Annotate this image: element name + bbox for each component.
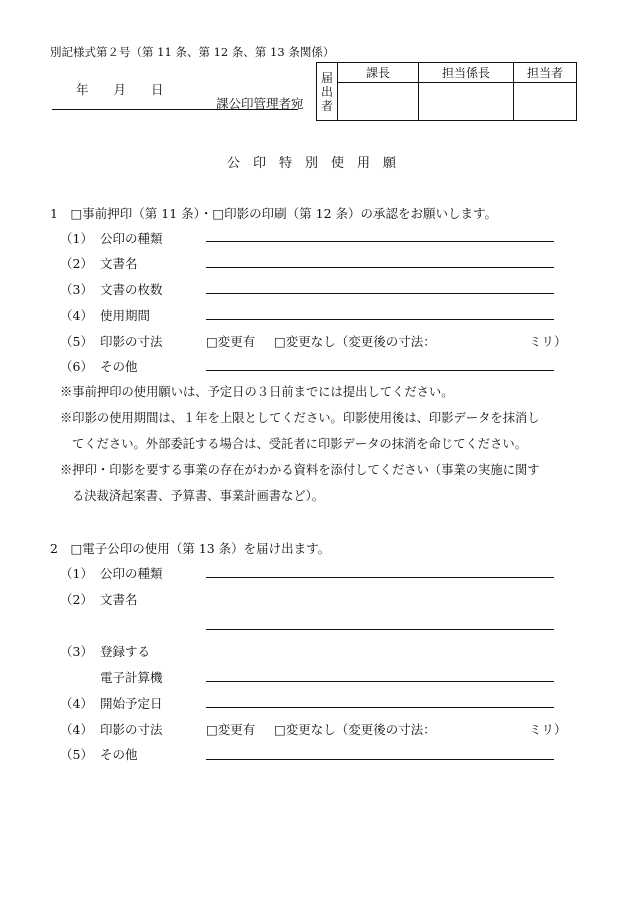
s1-size-unit: ミリ） <box>529 334 567 349</box>
s2-item-label: 文書名 <box>100 592 138 607</box>
s1-size-changed-checkbox[interactable]: □変更有 <box>206 334 256 349</box>
s1-item-label: 印影の寸法 <box>100 334 163 349</box>
s2-size-unit: ミリ） <box>529 722 567 737</box>
section1-header: 1 □事前押印（第 11 条）・□印影の印刷（第 12 条）の承認をお願いします。 <box>50 206 498 221</box>
s1-document-name-field[interactable] <box>206 267 554 268</box>
s1-item-label: 公印の種類 <box>100 231 163 246</box>
note: てください。外部委託する場合は、受託者に印影データの抹消を命じてください。 <box>72 437 527 451</box>
s2-item-num: （4） <box>60 696 93 711</box>
page-title: 公 印 特 別 使 用 願 <box>227 156 397 171</box>
s1-item-label: 使用期間 <box>100 308 151 323</box>
s2-item-label: 印影の寸法 <box>100 722 163 737</box>
note: ※印影の使用期間は、１年を上限としてください。印影使用後は、印影データを抹消し <box>60 411 540 425</box>
s2-item-label: 登録する <box>100 644 151 659</box>
applicant-label: 届 出 者 <box>317 63 338 121</box>
s1-item-num: （5） <box>60 334 93 349</box>
s2-item-label: 開始予定日 <box>100 696 163 711</box>
stamp-cell-person-in-charge[interactable] <box>514 83 577 121</box>
s1-item-num: （3） <box>60 282 93 297</box>
s1-seal-type-field[interactable] <box>206 241 554 242</box>
s2-item-num: （5） <box>60 747 93 762</box>
s1-item-num: （6） <box>60 359 93 374</box>
s2-size-changed-checkbox[interactable]: □変更有 <box>206 722 256 737</box>
s1-item-label: その他 <box>100 359 138 374</box>
stamp-cell-section-chief[interactable] <box>338 83 419 121</box>
s1-other-field[interactable] <box>206 370 554 371</box>
col-header-section-chief: 課長 <box>338 63 419 83</box>
s2-seal-type-field[interactable] <box>206 577 554 578</box>
s2-item-label: 公印の種類 <box>100 566 163 581</box>
section2-header: 2 □電子公印の使用（第 13 条）を届け出ます。 <box>50 541 331 556</box>
s2-document-name-field[interactable] <box>206 629 554 630</box>
s2-start-date-field[interactable] <box>206 707 554 708</box>
s2-item-num: （3） <box>60 644 93 659</box>
s1-item-num: （1） <box>60 231 93 246</box>
s2-item-label-line2: 電子計算機 <box>100 670 163 685</box>
note: ※押印・印影を要する事業の存在がわかる資料を添付してください（事業の実施に関す <box>60 463 540 477</box>
s2-item-label: その他 <box>100 747 138 762</box>
s2-item-num: （4） <box>60 722 93 737</box>
s2-computer-field[interactable] <box>206 681 554 682</box>
addressee: 課公印管理者宛 <box>216 96 304 111</box>
s1-item-num: （4） <box>60 308 93 323</box>
s1-size-unchanged-checkbox[interactable]: □変更なし（変更後の寸法： <box>274 334 436 349</box>
s1-item-num: （2） <box>60 256 93 271</box>
col-header-subsection-chief: 担当係長 <box>419 63 514 83</box>
stamp-cell-subsection-chief[interactable] <box>419 83 514 121</box>
s2-other-field[interactable] <box>206 759 554 760</box>
col-header-person-in-charge: 担当者 <box>514 63 577 83</box>
s1-page-count-field[interactable] <box>206 293 554 294</box>
form-id: 別記様式第２号（第 11 条、第 12 条、第 13 条関係） <box>50 45 335 59</box>
s1-usage-period-field[interactable] <box>206 319 554 320</box>
note: る決裁済起案書、予算書、事業計画書など）。 <box>72 489 325 503</box>
note: ※事前押印の使用願いは、予定日の３日前までには提出してください。 <box>60 385 454 399</box>
addressee-underline <box>52 109 298 110</box>
s2-item-num: （1） <box>60 566 93 581</box>
approval-box <box>316 62 577 121</box>
date-label: 年 月 日 <box>76 82 164 97</box>
s1-item-label: 文書の枚数 <box>100 282 163 297</box>
s2-size-unchanged-checkbox[interactable]: □変更なし（変更後の寸法： <box>274 722 436 737</box>
s1-item-label: 文書名 <box>100 256 138 271</box>
s2-item-num: （2） <box>60 592 93 607</box>
